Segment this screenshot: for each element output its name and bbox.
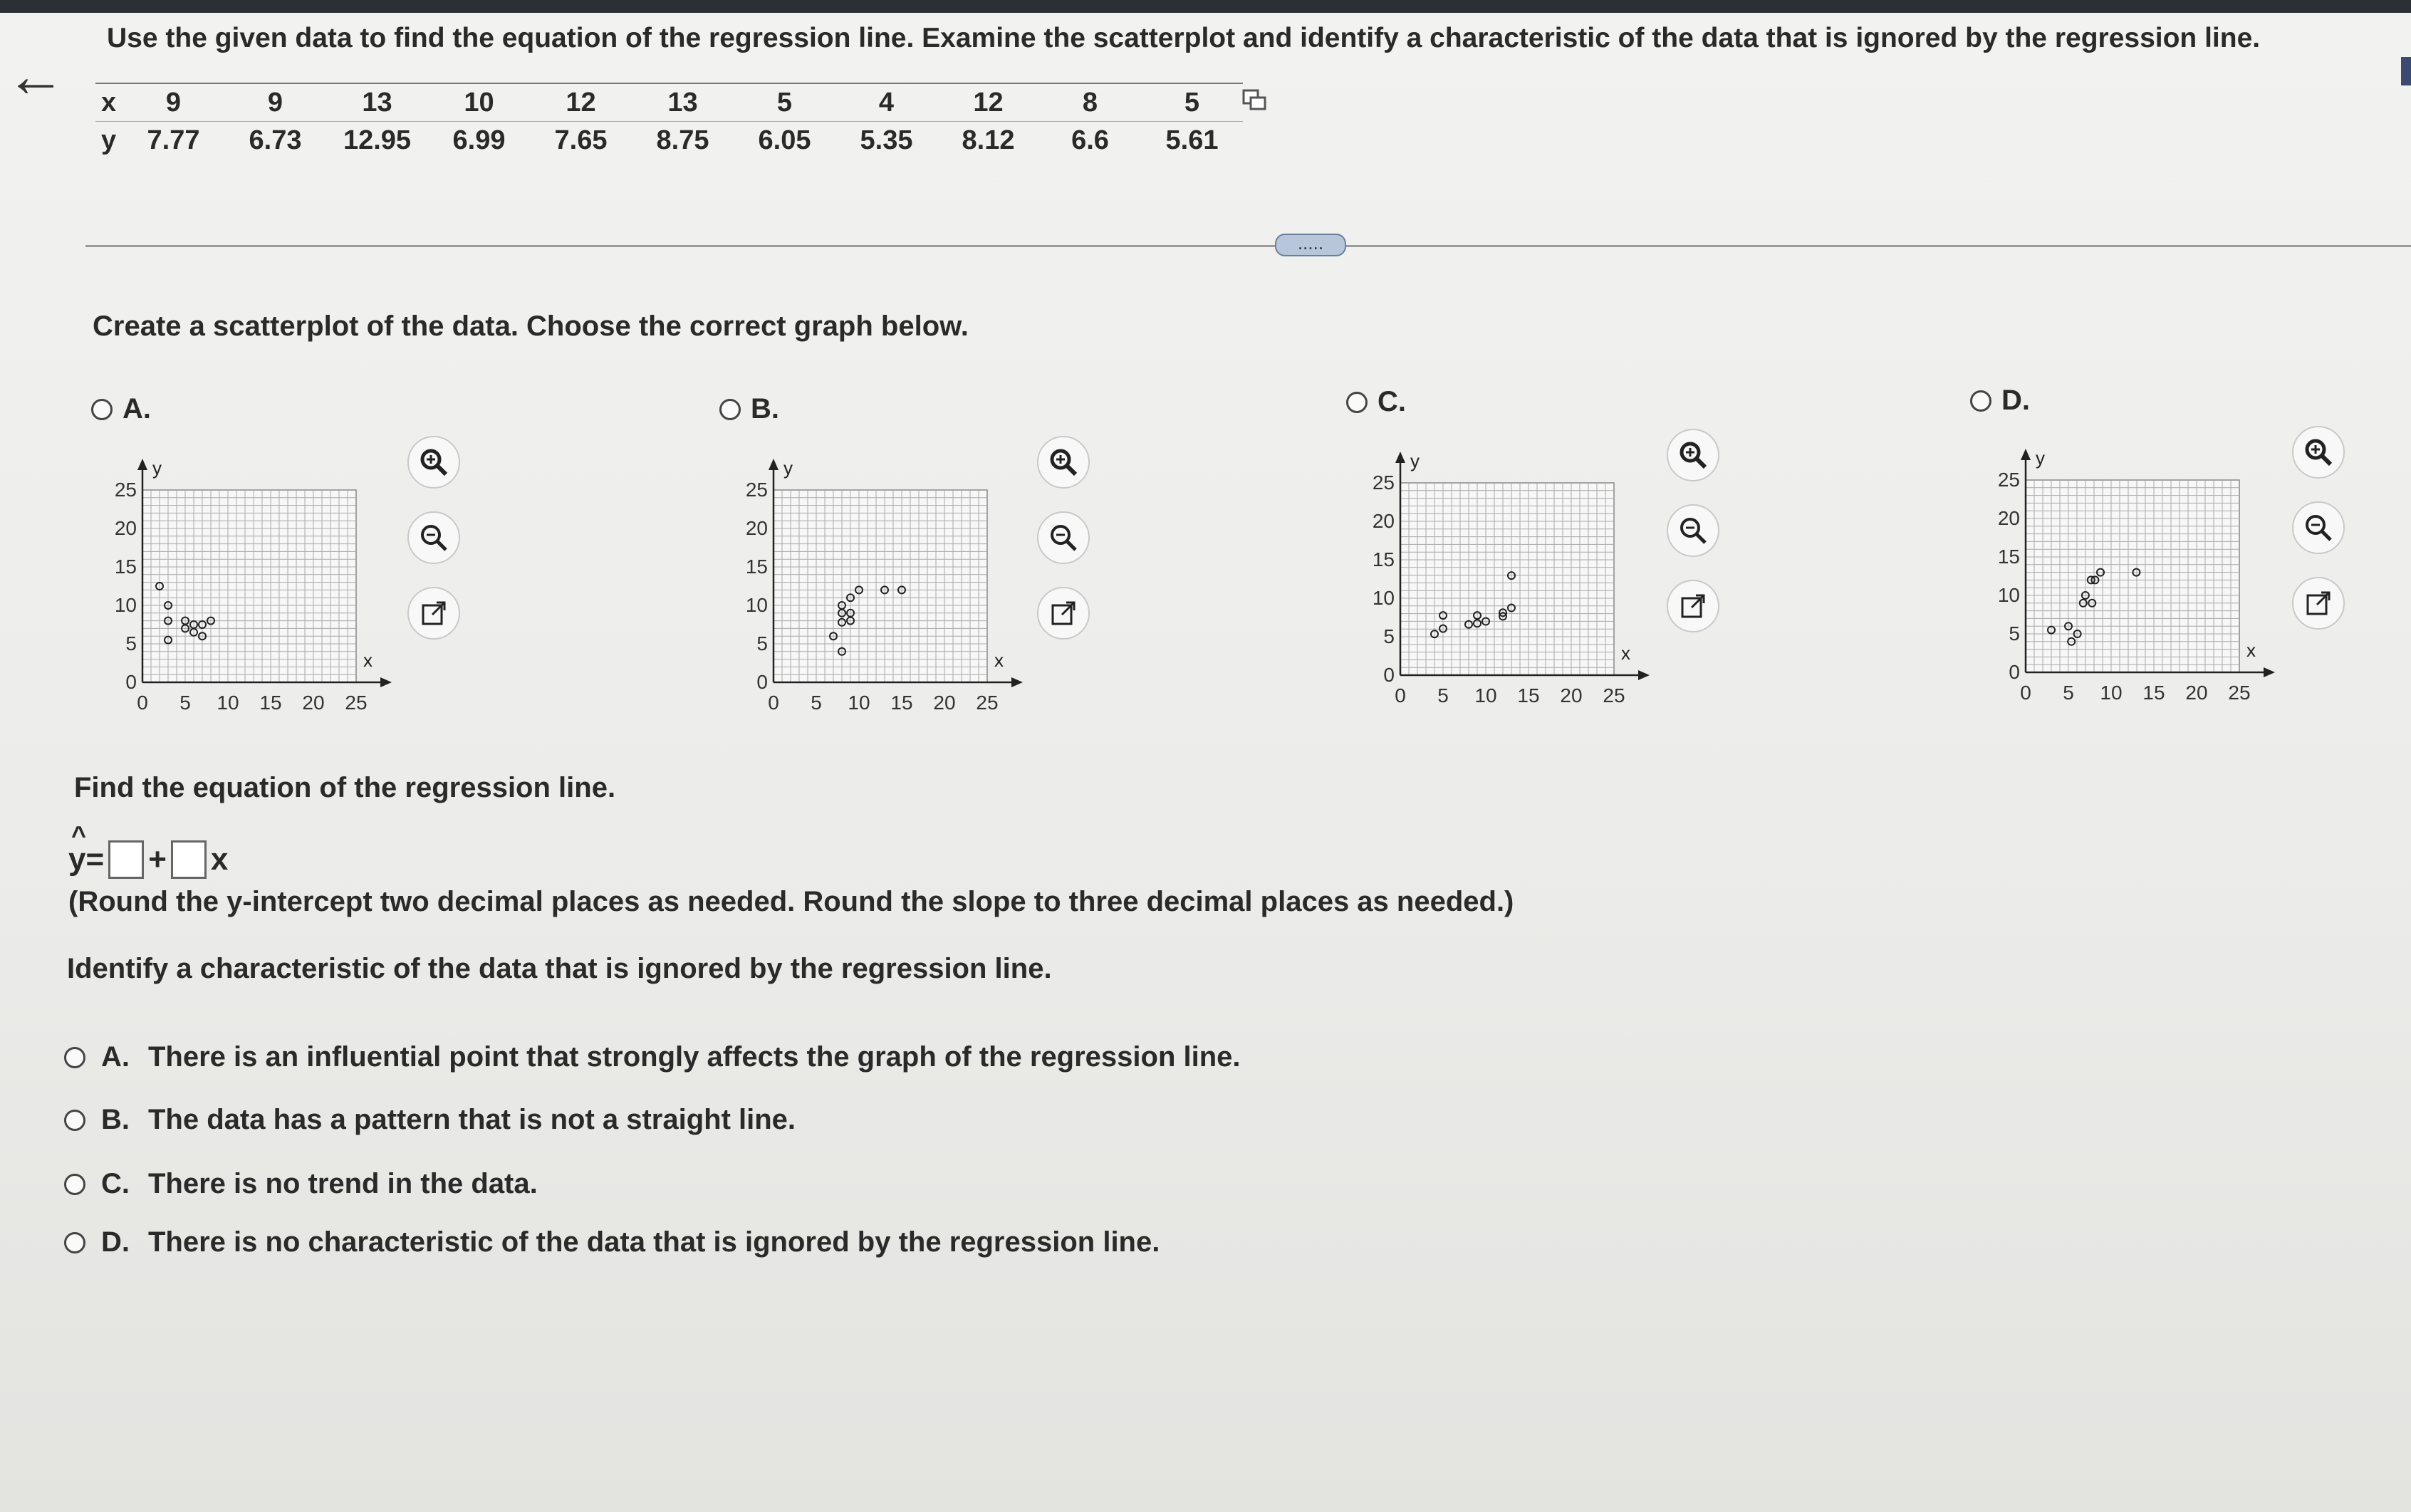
table-cell: 6.73	[249, 125, 302, 155]
table-cell: 8.12	[962, 125, 1015, 155]
table-header-y: y	[101, 125, 117, 155]
x-tick-label: 0	[137, 692, 148, 714]
y-tick-label: 15	[114, 556, 137, 578]
x-axis-arrow	[380, 677, 392, 687]
plot-area	[1400, 483, 1614, 675]
y-tick-label: 20	[1372, 510, 1395, 532]
table-cell: 4	[835, 83, 937, 122]
radio-button[interactable]	[64, 1174, 85, 1195]
y-tick-label: 10	[1997, 584, 2020, 606]
x-tick-label: 15	[2142, 682, 2165, 704]
choice-letter: D.	[101, 1226, 130, 1258]
x-tick-label: 20	[302, 692, 325, 714]
x-tick-label: 20	[2185, 682, 2208, 704]
scatterplot-graph-b[interactable]	[731, 440, 1030, 718]
scatterplot-graph-d[interactable]	[1983, 430, 2282, 708]
regression-prompt: Find the equation of the regression line.	[74, 772, 616, 803]
x-tick-label: 25	[345, 692, 368, 714]
characteristic-prompt: Identify a characteristic of the data that is ignored by the regression line.	[67, 953, 1052, 984]
option-letter: B.	[751, 393, 779, 424]
table-row-y	[95, 122, 1243, 160]
y-tick-label: 20	[114, 517, 137, 539]
y-tick-label: 5	[125, 632, 137, 655]
option-letter: A.	[123, 393, 151, 424]
table-cell: 9	[123, 83, 224, 122]
scatterplot-graph-a[interactable]	[100, 440, 399, 718]
table-cell: 7.65	[554, 125, 608, 155]
zoom-in-icon[interactable]	[2292, 426, 2345, 479]
y-tick-label: 5	[756, 632, 768, 655]
x-tick-label: 10	[848, 692, 870, 714]
rounding-note: (Round the y-intercept two decimal places as needed. Round the slope to three decimal places as needed.)	[68, 886, 1514, 917]
equals-sign: =	[85, 842, 105, 877]
x-tick-label: 5	[179, 692, 191, 714]
x-tick-label: 15	[890, 692, 913, 714]
y-tick-label: 25	[1997, 469, 2020, 491]
choice-text: The data has a pattern that is not a straight line.	[148, 1104, 796, 1135]
table-cell: 9	[224, 83, 326, 122]
plot-area	[2026, 480, 2239, 672]
plus-sign: +	[148, 842, 167, 877]
choice-letter: A.	[101, 1041, 130, 1073]
table-cell: 8	[1039, 83, 1141, 122]
open-external-icon[interactable]	[2292, 577, 2345, 630]
y-axis-arrow	[769, 459, 779, 470]
choice-a[interactable]	[64, 1041, 1241, 1073]
x-tick-label: 5	[2063, 682, 2074, 704]
y-axis-label: y	[152, 457, 162, 479]
radio-button[interactable]	[1346, 392, 1368, 413]
side-panel-tab[interactable]	[2401, 57, 2411, 85]
table-cell: 7.77	[147, 125, 200, 155]
y-tick-label: 20	[745, 517, 768, 539]
table-cell: 12	[530, 83, 632, 122]
y-tick-label: 10	[745, 594, 768, 616]
table-cell: 13	[632, 83, 734, 122]
choice-letter: C.	[101, 1168, 130, 1199]
x-tick-label: 20	[933, 692, 956, 714]
instructions-text: Use the given data to find the equation of the regression line. Examine the scatterplot and identify a characteristic of the data that is ignored by the regression line.	[107, 23, 2261, 53]
x-tick-label: 10	[2100, 682, 2123, 704]
zoom-in-icon[interactable]	[1037, 436, 1090, 489]
y-tick-label: 5	[1383, 625, 1395, 647]
open-external-icon[interactable]	[407, 587, 460, 640]
copy-table-icon[interactable]	[1242, 89, 1268, 112]
choice-text: There is no trend in the data.	[148, 1168, 538, 1199]
graph-option-b[interactable]	[719, 393, 779, 425]
radio-button[interactable]	[1970, 390, 1991, 412]
graph-option-c[interactable]	[1346, 386, 1406, 418]
zoom-in-icon[interactable]	[407, 436, 460, 489]
x-axis-label: x	[994, 650, 1004, 671]
y-tick-label: 0	[756, 671, 768, 693]
y-tick-label: 25	[114, 479, 137, 501]
y-tick-label: 15	[1372, 548, 1395, 570]
x-tick-label: 10	[1474, 684, 1497, 707]
plot-area	[774, 490, 987, 682]
y-tick-label: 15	[1997, 546, 2020, 568]
table-cell: 6.99	[452, 125, 506, 155]
y-tick-label: 0	[2009, 661, 2020, 683]
open-external-icon[interactable]	[1667, 580, 1719, 632]
y-axis-label: y	[1410, 450, 1420, 471]
x-tick-label: 25	[2228, 682, 2251, 704]
y-tick-label: 20	[1997, 507, 2020, 529]
scatterplot-prompt: Create a scatterplot of the data. Choose the correct graph below.	[93, 311, 969, 342]
graph-option-d[interactable]	[1970, 385, 2030, 417]
x-tick-label: 5	[811, 692, 822, 714]
table-cell: 6.6	[1071, 125, 1109, 155]
x-tick-label: 5	[1437, 684, 1449, 707]
y-axis-label: y	[783, 457, 793, 479]
x-axis-label: x	[1621, 642, 1630, 664]
y-hat-symbol: ^ y	[68, 842, 85, 877]
x-axis-label: x	[2246, 640, 2256, 661]
x-tick-label: 0	[768, 692, 779, 714]
y-axis-arrow	[2021, 449, 2031, 460]
open-external-icon[interactable]	[1037, 587, 1090, 640]
option-letter: C.	[1378, 386, 1406, 417]
y-tick-label: 25	[745, 479, 768, 501]
table-cell: 13	[326, 83, 428, 122]
top-bar	[0, 0, 2411, 13]
x-axis-arrow	[2264, 667, 2275, 677]
table-cell: 12.95	[343, 125, 412, 155]
radio-button[interactable]	[719, 399, 741, 420]
y-tick-label: 10	[1372, 587, 1395, 609]
option-letter: D.	[2001, 385, 2030, 416]
choice-b[interactable]	[64, 1104, 796, 1136]
radio-button[interactable]	[64, 1047, 85, 1068]
y-tick-label: 0	[125, 671, 137, 693]
zoom-out-icon[interactable]	[2292, 501, 2345, 554]
table-cell: 12	[937, 83, 1039, 122]
table-cell: 5.35	[860, 125, 913, 155]
choice-c[interactable]	[64, 1168, 538, 1200]
y-tick-label: 5	[2009, 622, 2020, 645]
y-tick-label: 10	[114, 594, 137, 616]
graph-b-tools	[1037, 436, 1101, 650]
x-tick-label: 25	[976, 692, 999, 714]
radio-button[interactable]	[64, 1232, 85, 1253]
zoom-in-icon[interactable]	[1667, 429, 1719, 481]
table-cell: 5	[1141, 83, 1243, 122]
table-cell: 10	[428, 83, 530, 122]
data-table	[95, 83, 1243, 159]
plot-area	[142, 490, 356, 682]
choice-d[interactable]	[64, 1226, 1160, 1258]
y-tick-label: 0	[1383, 664, 1395, 686]
table-cell: 8.75	[656, 125, 709, 155]
table-cell: 5	[734, 83, 835, 122]
equation-row	[68, 840, 228, 879]
zoom-out-icon[interactable]	[1667, 504, 1719, 557]
x-tick-label: 20	[1560, 684, 1583, 707]
x-tick-label: 25	[1603, 684, 1625, 707]
x-tick-label: 15	[1517, 684, 1540, 707]
y-tick-label: 25	[1372, 471, 1395, 494]
table-header-x: x	[95, 83, 123, 122]
section-divider	[85, 245, 2411, 247]
radio-button[interactable]	[64, 1110, 85, 1131]
zoom-out-icon[interactable]	[407, 511, 460, 564]
back-arrow-icon[interactable]: ←	[6, 42, 66, 109]
x-tick-label: 0	[2020, 682, 2031, 704]
scatterplot-graph-c[interactable]	[1358, 433, 1657, 711]
graph-c-tools	[1667, 429, 1731, 642]
y-tick-label: 15	[745, 556, 768, 578]
graph-option-a[interactable]	[91, 393, 151, 425]
choice-text: There is an influential point that strongly affects the graph of the regression line.	[148, 1041, 1241, 1073]
x-axis-arrow	[1638, 670, 1650, 680]
zoom-out-icon[interactable]	[1037, 511, 1090, 564]
choice-letter: B.	[101, 1104, 130, 1135]
x-tick-label: 15	[259, 692, 282, 714]
intercept-answer-box[interactable]	[108, 840, 144, 879]
table-row-x	[95, 83, 1243, 122]
x-tick-label: 10	[217, 692, 239, 714]
slope-answer-box[interactable]	[171, 840, 207, 879]
radio-button[interactable]	[91, 399, 113, 420]
table-cell: 6.05	[758, 125, 811, 155]
y-axis-label: y	[2036, 447, 2045, 469]
graph-d-tools	[2292, 426, 2356, 640]
graph-a-tools	[407, 436, 472, 650]
choice-text: There is no characteristic of the data that is ignored by the regression line.	[148, 1226, 1160, 1258]
x-tick-label: 0	[1395, 684, 1406, 707]
x-axis-label: x	[363, 650, 373, 671]
y-axis-arrow	[1395, 452, 1405, 463]
y-axis-arrow	[137, 459, 147, 470]
x-axis-arrow	[1011, 677, 1023, 687]
table-cell: 5.61	[1165, 125, 1219, 155]
more-button[interactable]: .....	[1275, 234, 1346, 256]
x-variable: x	[210, 842, 229, 877]
